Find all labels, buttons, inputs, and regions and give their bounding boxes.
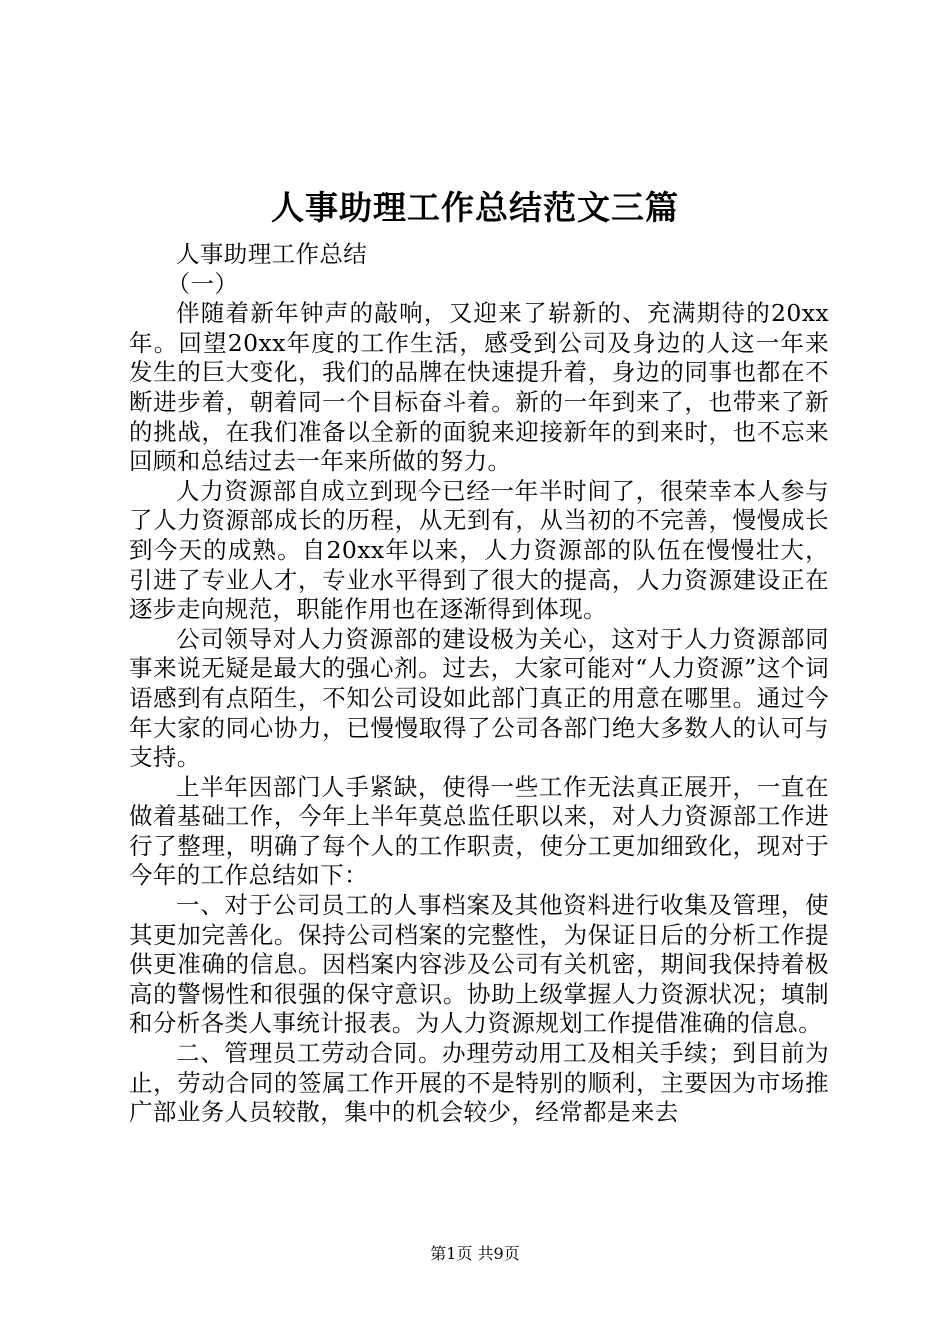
paragraph: 上半年因部门人手紧缺，使得一些工作无法真正展开，一直在做着基础工作，今年上半年莫总监任职以来，对人力资源部工作进行了整理，明确了每个人的工作职责，使分工更加细致化，现对于今年的工作总结如下： bbox=[129, 772, 829, 890]
paragraph: 伴随着新年钟声的敲响，又迎来了崭新的、充满期待的20xx年。回望20xx年度的工作生活，感受到公司及身边的人这一年来发生的巨大变化，我们的品牌在快速提升着，身边的同事也都在不断进步着，朝着同一个目标奋斗着。新的一年到来了，也带来了新的挑战，在我们准备以全新的面貌来迎接新年的到来时，也不忘来回顾和总结过去一年来所做的努力。 bbox=[129, 299, 829, 476]
section-number: （一） bbox=[166, 269, 239, 298]
paragraph: 一、对于公司员工的人事档案及其他资料进行收集及管理，使其更加完善化。保持公司档案的完整性，为保证日后的分析工作提供更准确的信息。因档案内容涉及公司有关机密，期间我保持着极高的警惕性和很强的保守意识。协助上级掌握人力资源状况；填制和分析各类人事统计报表。为人力资源规划工作提借准确的信息。 bbox=[129, 891, 829, 1038]
document-subtitle: 人事助理工作总结 bbox=[176, 240, 368, 268]
document-body bbox=[129, 240, 829, 1128]
page-footer: 第1页 共9页 bbox=[430, 1244, 520, 1263]
document-title: 人事助理工作总结范文三篇 bbox=[271, 188, 679, 227]
paragraph: 二、管理员工劳动合同。办理劳动用工及相关手续；到目前为止，劳动合同的签属工作开展的不是特别的顺利，主要因为市场推广部业务人员较散，集中的机会较少，经常都是来去 bbox=[129, 1039, 829, 1127]
paragraph: 人力资源部自成立到现今已经一年半时间了，很荣幸本人参与了人力资源部成长的历程，从无到有，从当初的不完善，慢慢成长到今天的成熟。自20xx年以来，人力资源部的队伍在慢慢壮大，引进了专业人才，专业水平得到了很大的提高，人力资源建设正在逐步走向规范，职能作用也在逐渐得到体现。 bbox=[129, 476, 829, 624]
paragraph: 公司领导对人力资源部的建设极为关心，这对于人力资源部同事来说无疑是最大的强心剂。过去，大家可能对“人力资源”这个词语感到有点陌生，不知公司设如此部门真正的用意在哪里。通过今年大家的同心协力，已慢慢取得了公司各部门绝大多数人的认可与支持。 bbox=[129, 624, 829, 772]
